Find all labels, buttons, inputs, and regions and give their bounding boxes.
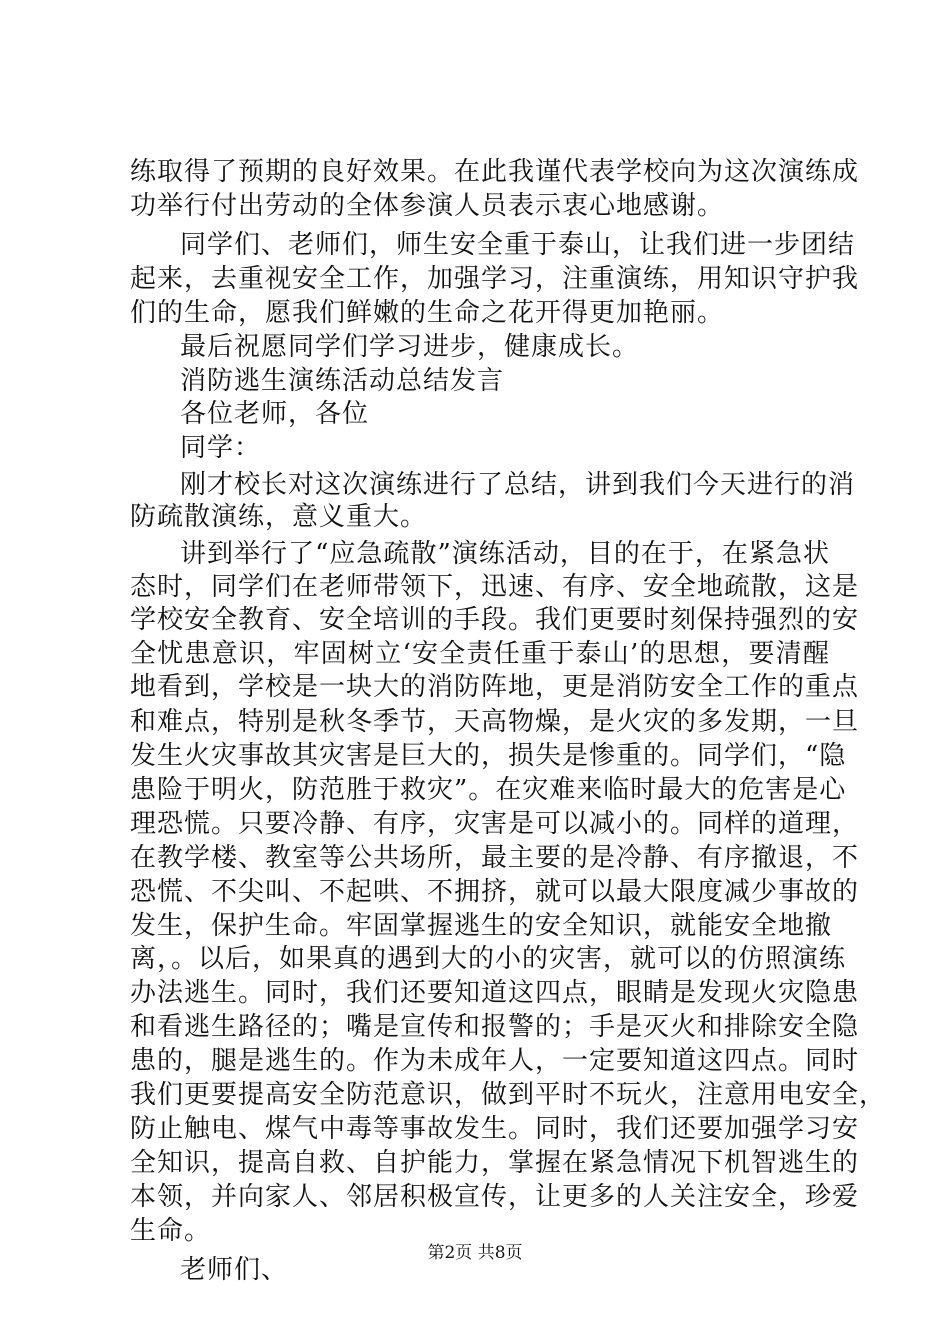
page-footer: 第2页 共8页 <box>427 1243 523 1263</box>
text-line: 和难点，特别是秋冬季节，天高物燥，是火灾的多发期，一旦 <box>130 707 860 737</box>
text-line: 发生，保护生命。牢固掌握逃生的安全知识，就能安全地撤 <box>130 911 833 941</box>
text-line: 发生火灾事故其灾害是巨大的，损失是惨重的。同学们，“隐 <box>130 741 847 771</box>
text-line: 生命。 <box>130 1216 212 1246</box>
text-line: 理恐慌。只要冷静、有序，灾害是可以减小的。同样的道理， <box>130 809 860 839</box>
text-line: 们的生命，愿我们鲜嫩的生命之花开得更加艳丽。 <box>130 298 725 328</box>
text-line: 在教学楼、教室等公共场所，最主要的是冷静、有序撤退，不 <box>130 843 860 873</box>
text-line: 全知识，提高自救、自护能力，掌握在紧急情况下机智逃生的 <box>130 1148 860 1178</box>
text-line: 我们更要提高安全防范意识，做到平时不玩火，注意用电安全， <box>130 1080 887 1110</box>
text-line: 本领，并向家人、邻居积极宣传，让更多的人关注安全，珍爱 <box>130 1182 860 1212</box>
text-line: 起来，去重视安全工作，加强学习，注重演练，用知识守护我 <box>130 264 860 294</box>
text-line: 最后祝愿同学们学习进步，健康成长。 <box>180 332 640 362</box>
text-line: 态时，同学们在老师带领下，迅速、有序、安全地疏散，这是 <box>130 572 860 602</box>
text-line: 和看逃生路径的；嘴是宣传和报警的；手是灭火和排除安全隐 <box>130 1012 860 1042</box>
text-line: 恐慌、不尖叫、不起哄、不拥挤，就可以最大限度减少事故的 <box>130 877 860 907</box>
text-line: 各位老师，各位 <box>180 399 370 429</box>
text-line: 同学： <box>180 433 262 463</box>
text-line: 同学们、老师们，师生安全重于泰山，让我们进一步团结 <box>180 230 856 260</box>
text-line: 办法逃生。同时，我们还要知道这四点，眼睛是发现火灾隐患 <box>130 978 860 1008</box>
text-line: 刚才校长对这次演练进行了总结，讲到我们今天进行的消 <box>180 470 856 500</box>
text-line: 患险于明火，防范胜于救灾”。在灾难来临时最大的危害是心 <box>130 775 847 805</box>
text-line: 离，。以后，如果真的遇到大的小的灾害，就可以的仿照演练 <box>130 944 847 974</box>
text-line: 练取得了预期的良好效果。在此我谨代表学校向为这次演练成 <box>130 157 860 187</box>
text-line: 消防逃生演练活动总结发言 <box>180 366 505 396</box>
text-line: 全忧患意识，牢固树立‘安全责任重于泰山’的思想，要清醒 <box>130 639 830 669</box>
text-line: 地看到，学校是一块大的消防阵地，更是消防安全工作的重点 <box>130 672 860 702</box>
text-line: 学校安全教育、安全培训的手段。我们更要时刻保持强烈的安 <box>130 605 860 635</box>
text-line: 老师们、 <box>180 1255 289 1285</box>
text-line: 功举行付出劳动的全体参演人员表示衷心地感谢。 <box>130 191 725 221</box>
text-line: 患的，腿是逃生的。作为未成年人，一定要知道这四点。同时 <box>130 1046 860 1076</box>
text-line: 讲到举行了“应急疏散”演练活动，目的在于，在紧急状 <box>180 539 830 569</box>
text-line: 防止触电、煤气中毒等事故发生。同时，我们还要加强学习安 <box>130 1114 860 1144</box>
text-line: 防疏散演练，意义重大。 <box>130 502 428 532</box>
